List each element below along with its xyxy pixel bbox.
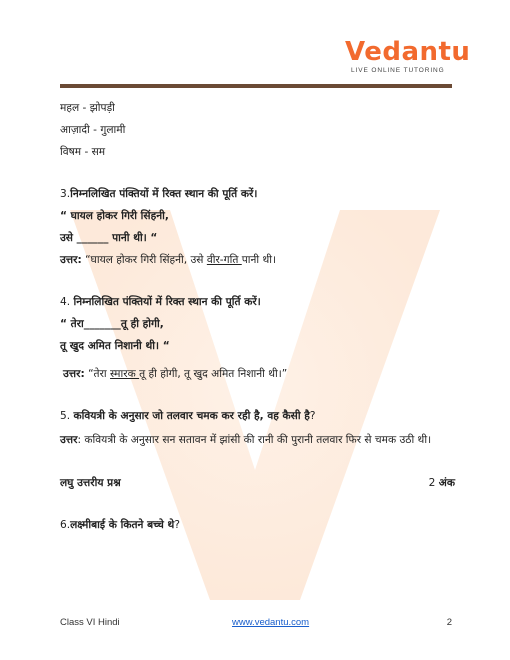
q3-question-text: निम्नलिखित पंक्तियों में रिक्त स्थान की पूर्ति करें।	[70, 188, 258, 200]
q6-question	[60, 514, 455, 536]
section-marks-num: 2	[428, 477, 439, 489]
q5-number: 5.	[60, 410, 74, 422]
q6-question-text: लक्ष्मीबाई के कितने बच्चे थे	[70, 519, 175, 531]
q3-answer-b: पानी थी।	[241, 254, 277, 266]
opposite-pair-3: विषम - सम	[60, 146, 106, 158]
q4-line2: तू खुद अमित निशानी थी। “	[60, 340, 170, 352]
q3-number: 3.	[60, 188, 71, 200]
q4-number: 4.	[60, 296, 74, 308]
footer-website-link[interactable]: www.vedantu.com	[232, 617, 310, 628]
q4-blank: _______	[83, 318, 121, 330]
q5-answer-label: उत्तर	[60, 434, 78, 446]
q4-question	[60, 291, 455, 313]
q4-answer-a: “तेरा	[84, 368, 111, 380]
logo-wordmark: Vedantu	[345, 37, 471, 67]
q3-line2-a: उसे	[60, 232, 77, 244]
q4-question-text: निम्नलिखित पंक्तियों में रिक्त स्थान की पूर्ति करें।	[73, 296, 261, 308]
q5-answer-text: : कवियत्री के अनुसार सन सतावन में झांसी की रानी की पुरानी तलवार फिर से चमक उठी थी।	[77, 434, 432, 446]
q3-line1: “ घायल होकर गिरी सिंहनी,	[60, 210, 169, 222]
section-title: लघु उत्तरीय प्रश्न	[60, 477, 121, 489]
section-heading	[60, 472, 455, 494]
footer-class-label: Class VI Hindi	[60, 617, 120, 628]
q4-answer-b: तू ही होगी, तू खुद अमित निशानी थी।”	[139, 368, 288, 380]
q5-answer	[60, 429, 455, 452]
q4-answer	[60, 363, 455, 385]
q5-question	[60, 405, 455, 427]
section-marks	[429, 472, 455, 494]
q3-question	[60, 183, 455, 205]
q3-line2-b: पानी थी। “	[108, 232, 158, 244]
q4-line1-b: तू ही होगी,	[120, 318, 164, 330]
header-rule	[60, 84, 452, 88]
q3-blank: ______	[76, 232, 109, 244]
section-marks-word: अंक	[438, 477, 455, 489]
page-content	[60, 97, 455, 536]
q6-number: 6.	[60, 519, 71, 531]
q3-answer-fill: वीर-गति	[206, 254, 242, 266]
opposite-pair-1: महल - झोपड़ी	[60, 102, 115, 114]
q6-question-mark: ?	[174, 519, 180, 531]
opposite-pair-2: आज़ादी - गुलामी	[60, 124, 126, 136]
q4-answer-label: उत्तर:	[63, 368, 85, 380]
q3-answer-a: “घायल होकर गिरी सिंहनी, उसे	[81, 254, 207, 266]
q5-question-text: कवियत्री के अनुसार जो तलवार चमक कर रही है, वह कैसी है	[73, 410, 310, 422]
q3-line2	[60, 227, 455, 249]
logo-tagline: LIVE ONLINE TUTORING	[351, 67, 445, 74]
q3-answer	[60, 249, 455, 271]
q4-answer-fill: स्मारक	[110, 368, 140, 380]
q3-answer-label: उत्तर:	[60, 254, 82, 266]
vedantu-logo	[345, 37, 471, 74]
q4-line1-a: “ तेरा	[60, 318, 84, 330]
q5-question-mark: ?	[309, 410, 316, 422]
footer-page-number: 2	[446, 617, 452, 628]
q4-line1	[60, 313, 455, 335]
